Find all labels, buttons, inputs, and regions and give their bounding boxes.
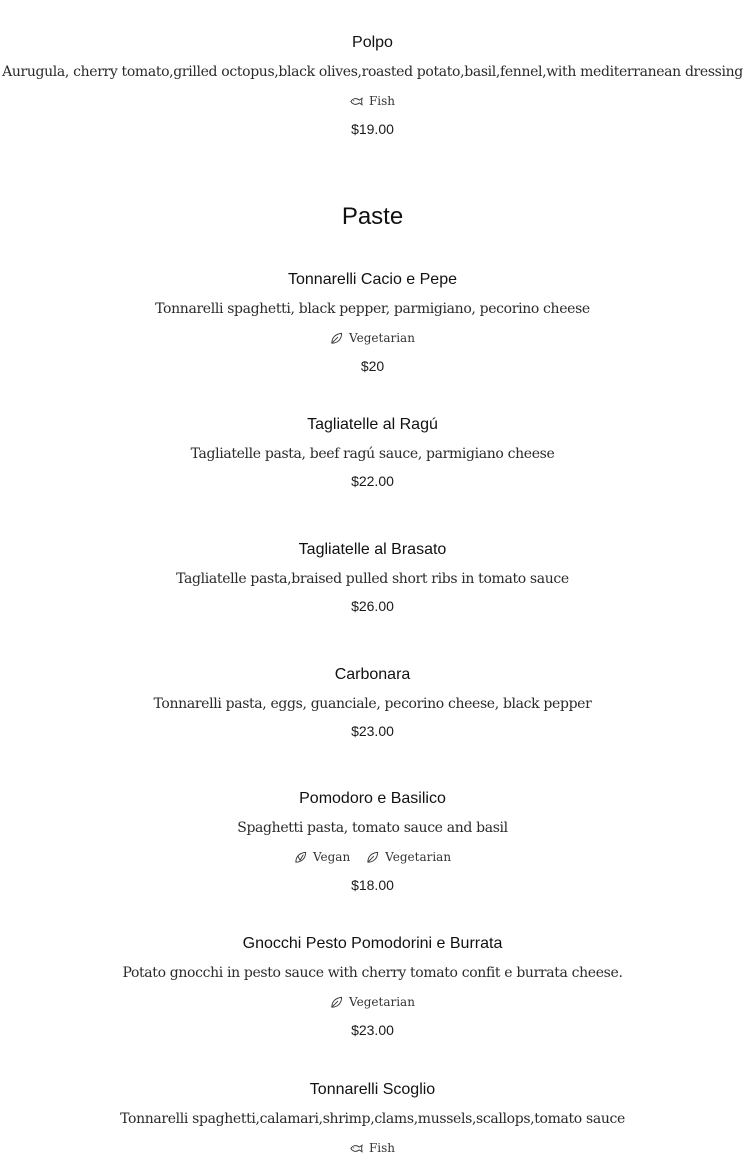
tag-fish bbox=[350, 1140, 395, 1156]
menu-item bbox=[0, 665, 745, 755]
item-price: $22.00 bbox=[351, 473, 394, 489]
item-description: Potato gnocchi in pesto sauce with cherry tomato confit e burrata cheese. bbox=[122, 965, 623, 981]
item-tags bbox=[0, 330, 745, 346]
item-name: Gnocchi Pesto Pomodorini e Burrata bbox=[242, 935, 503, 952]
menu-item bbox=[0, 789, 745, 899]
tag-label: Vegetarian bbox=[349, 331, 415, 345]
menu-item-polpo bbox=[0, 33, 745, 143]
tag-label: Vegetarian bbox=[385, 850, 452, 864]
tag-vegetarian bbox=[366, 849, 451, 865]
item-description: Spaghetti pasta, tomato sauce and basil bbox=[237, 820, 508, 836]
item-description: Tonnarelli pasta, eggs, guanciale, pecorino cheese, black pepper bbox=[153, 696, 592, 712]
tag-label: Vegetarian bbox=[349, 995, 415, 1009]
leaf-icon bbox=[330, 332, 343, 345]
item-tags bbox=[0, 1140, 745, 1156]
item-name: Tagliatelle al Ragú bbox=[307, 416, 438, 433]
item-tags bbox=[0, 849, 745, 865]
fish-icon bbox=[350, 1142, 363, 1155]
section-title: Paste bbox=[341, 203, 404, 230]
item-price: $26.00 bbox=[351, 598, 394, 614]
menu-item bbox=[0, 1080, 745, 1163]
fish-icon bbox=[350, 95, 363, 108]
leaf-icon bbox=[366, 851, 379, 864]
item-name: Tonnarelli Scoglio bbox=[309, 1081, 436, 1098]
tag-label: Fish bbox=[368, 1141, 396, 1155]
tag-fish bbox=[350, 93, 395, 109]
item-name: Tagliatelle al Brasato bbox=[298, 541, 447, 558]
tag-vegetarian bbox=[330, 330, 415, 346]
item-tags bbox=[0, 93, 745, 109]
item-price: $18.00 bbox=[351, 877, 394, 893]
item-price: $23.00 bbox=[351, 1022, 394, 1038]
item-name: Carbonara bbox=[334, 666, 411, 683]
tag-label: Vegan bbox=[312, 850, 351, 864]
tag-label: Fish bbox=[368, 94, 396, 108]
item-price: $20 bbox=[360, 358, 385, 374]
tag-vegetarian bbox=[330, 994, 415, 1010]
item-price: $23.00 bbox=[351, 723, 394, 739]
item-name: Tonnarelli Cacio e Pepe bbox=[288, 271, 457, 288]
menu-item bbox=[0, 540, 745, 630]
item-description: Tagliatelle pasta, beef ragú sauce, parmigiano cheese bbox=[190, 446, 555, 462]
menu-item bbox=[0, 415, 745, 505]
item-name: Polpo bbox=[352, 34, 393, 51]
item-description: Tonnarelli spaghetti, black pepper, parmigiano, pecorino cheese bbox=[155, 301, 590, 317]
item-price: $19.00 bbox=[351, 121, 394, 137]
item-description: Tagliatelle pasta,braised pulled short ribs in tomato sauce bbox=[176, 571, 569, 587]
menu-item bbox=[0, 934, 745, 1044]
item-description: Aurugula, cherry tomato,grilled octopus,black olives,roasted potato,basil,fennel,with mediterranean dressing bbox=[2, 64, 743, 80]
item-name: Pomodoro e Basilico bbox=[299, 790, 446, 807]
leaf-icon bbox=[330, 996, 343, 1009]
item-tags bbox=[0, 994, 745, 1010]
item-description: Tonnarelli spaghetti,calamari,shrimp,clams,mussels,scallops,tomato sauce bbox=[120, 1111, 625, 1127]
menu-item bbox=[0, 270, 745, 380]
tag-vegan bbox=[294, 849, 350, 865]
vegan-leaf-icon bbox=[294, 851, 307, 864]
